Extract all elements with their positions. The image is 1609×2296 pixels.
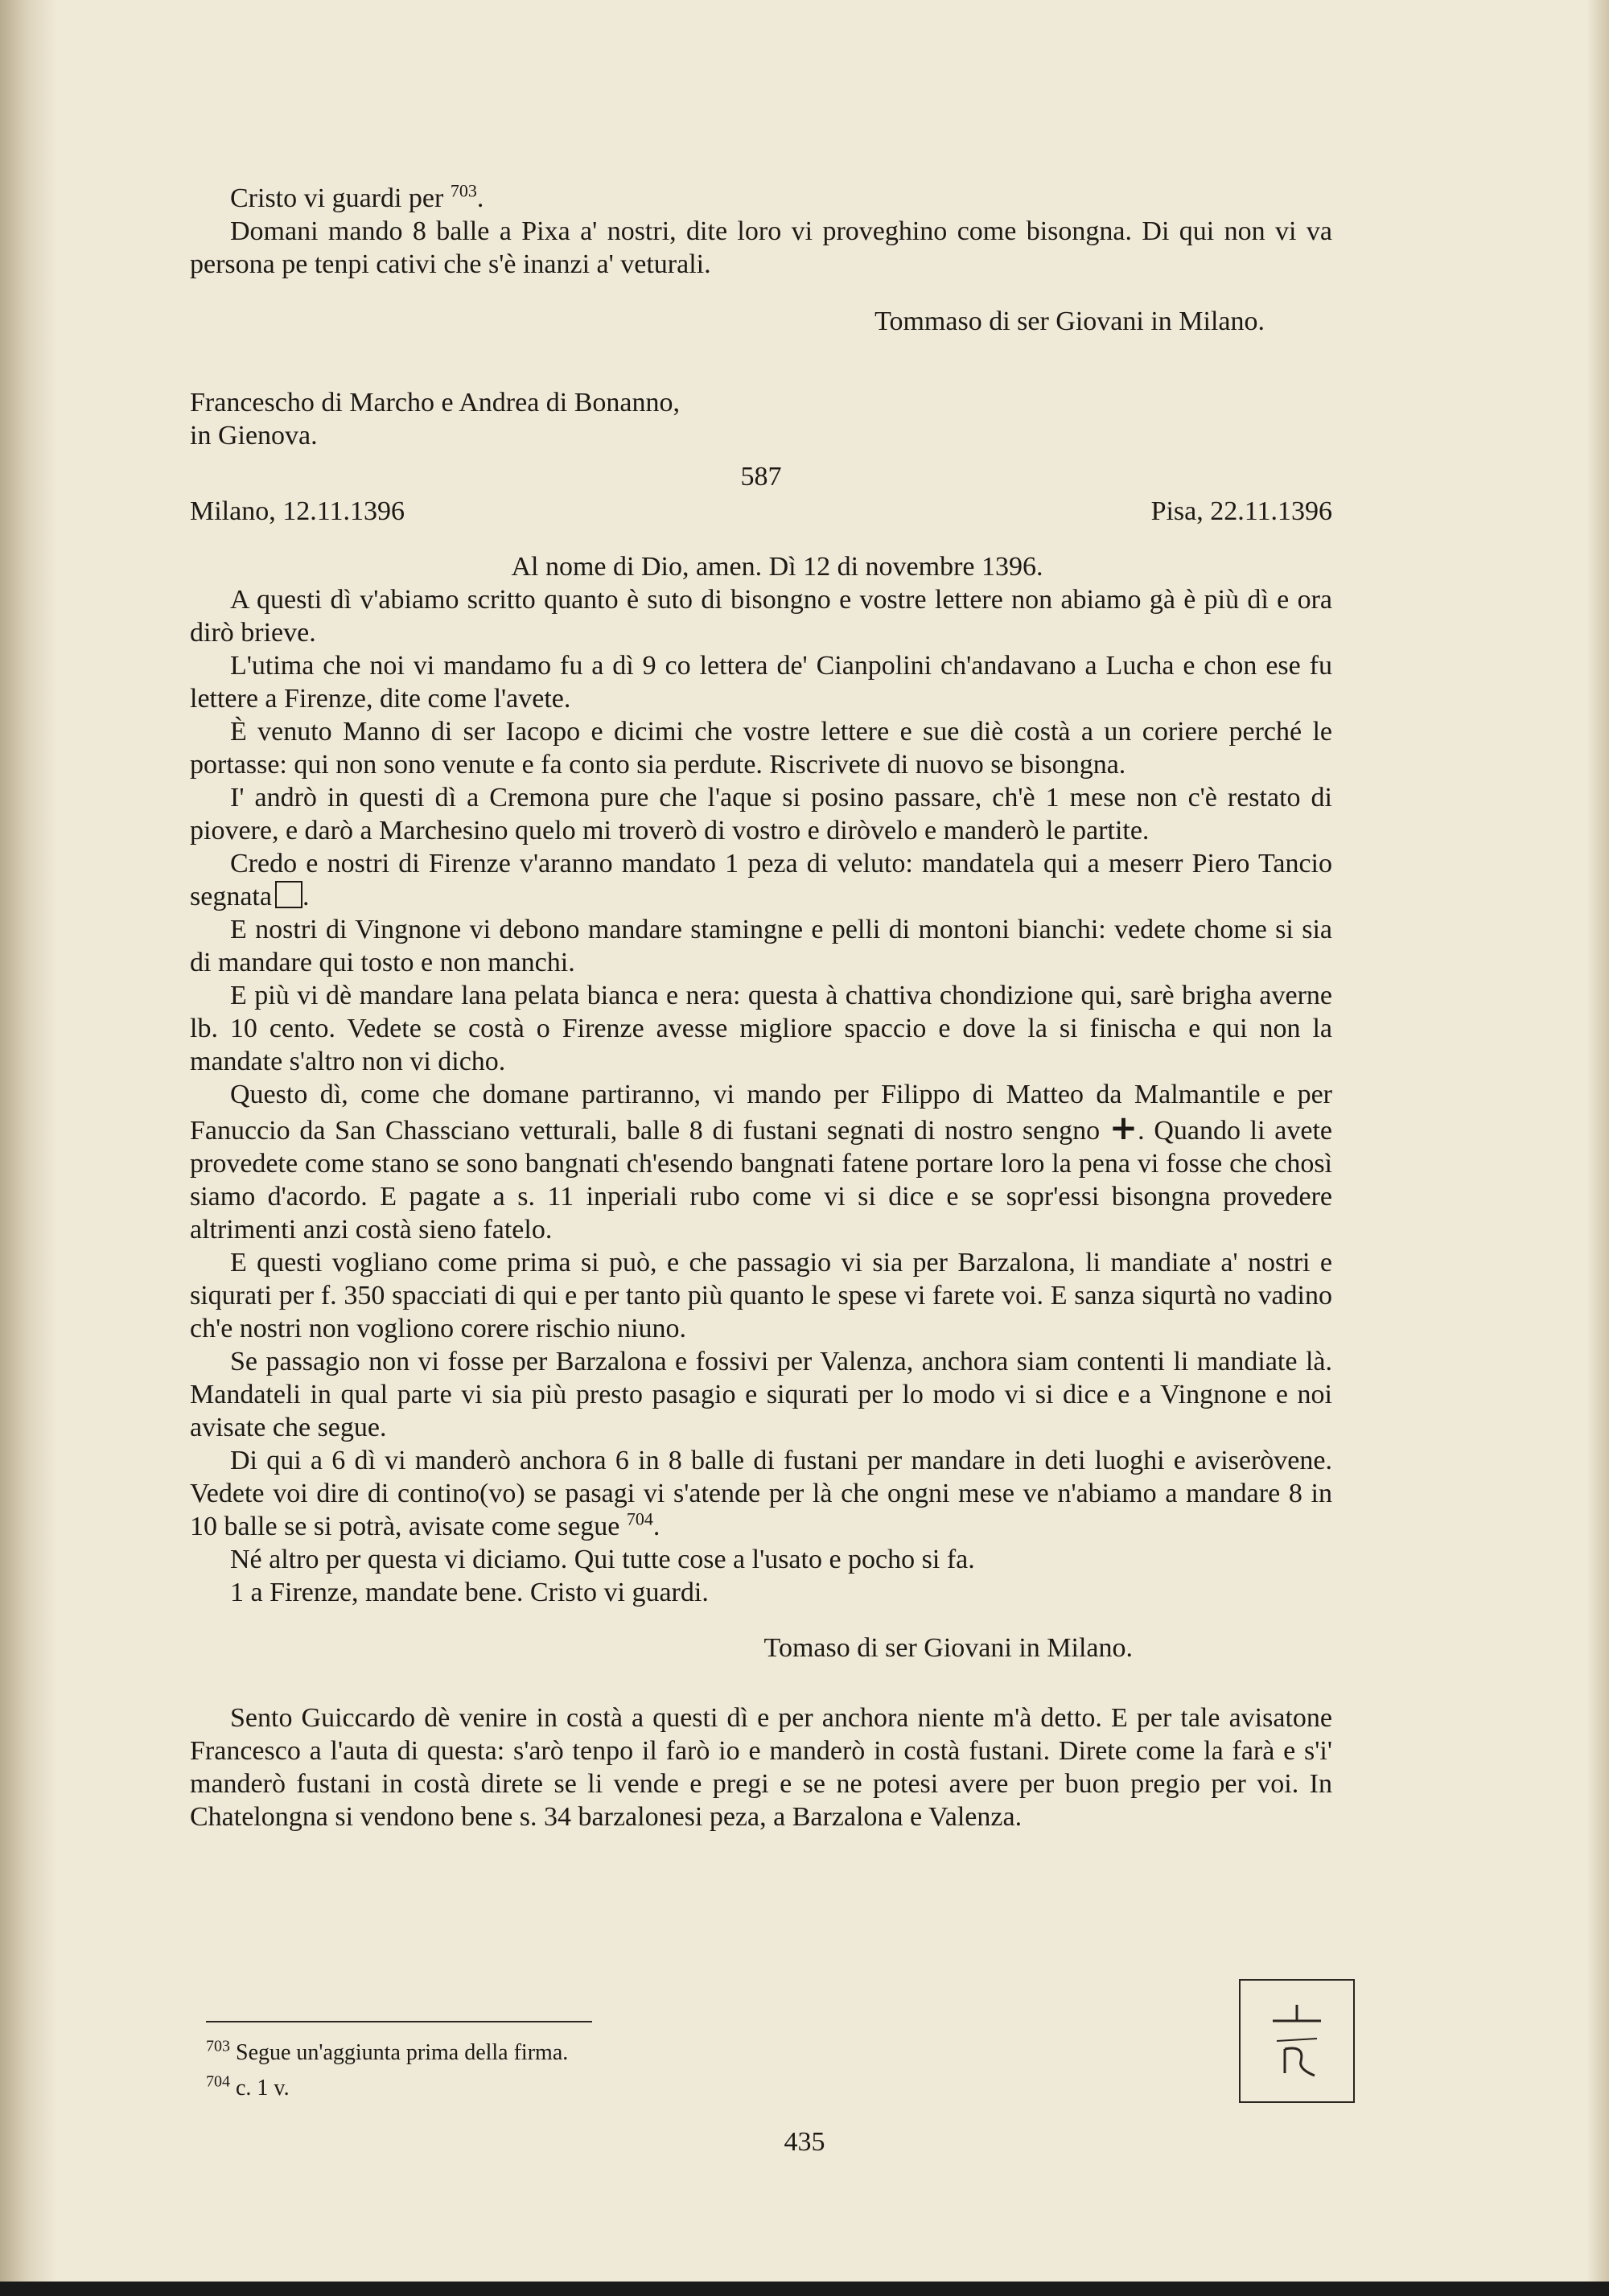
letter-paragraph: Né altro per questa vi diciamo. Qui tutte cose a l'usato e pocho si fa. [230, 1545, 975, 1574]
library-stamp-icon [1239, 1979, 1355, 2103]
date-sent: Milano, 12.11.1396 [190, 496, 405, 526]
merchant-mark-box-icon [275, 881, 302, 908]
letter-signature: Tomaso di ser Giovani in Milano. [763, 1633, 1133, 1663]
footnote: $^{703}$ Segue un'aggiunta prima della firma. [206, 2037, 569, 2065]
letter-opening: Al nome di Dio, amen. Dì 12 di novembre 1396. [511, 552, 1043, 582]
letter-paragraph: E nostri di Vingnone vi debono mandare stamingne e pelli di montoni bianchi: vedete chome si sia di mandare qui tosto e non manchi. [190, 915, 1332, 977]
letter-dates [190, 495, 1332, 528]
footnote-ref-703: 703 [450, 180, 477, 201]
letter-paragraph: Di qui a 6 dì vi manderò anchora 6 in 8 balle di fustani per mandare in deti luoghi e aviseròvene. Vedete voi dire di contino(vo) se pasagi vi s'atende per là che ongni mese ve n'abiamo a mandare 8 in 10 balle se si potrà, avisate come segue $^{704}$. [190, 1446, 1332, 1541]
address-line-2: in Gienova. [190, 421, 318, 451]
postscript: Sento Guiccardo dè venire in costà a questi dì e per anchora niente m'à detto. E per tale avisatone Francesco a l'auta di questa: s'arò tenpo il farò io e manderò in costà fustani. Direte come la farà e s'i' manderò fustani in costà direte se li vende e pregi e se ne potesi avere per buon pregio per voi. In Chatelongna si vendono bene s. 34 barzalonesi peza, a Barzalona e Valenza. [190, 1703, 1332, 1832]
letter-number: 587 [740, 462, 782, 492]
page-edge [1586, 0, 1609, 2296]
footnote-ref-704: 704 [626, 1508, 653, 1529]
letter-paragraph: A questi dì v'abiamo scritto quanto è suto di bisongno e vostre lettere non abiamo gà è più dì e ora dirò brieve. [190, 585, 1332, 648]
merchant-cross-mark-icon: + [1109, 1108, 1138, 1147]
page-body [190, 182, 1332, 1833]
letter-paragraph: E questi vogliano come prima si può, e che passagio vi sia per Barzalona, li mandiate a' nostri e siqurati per f. 350 spacciati di qui e per tanto più quanto le spese vi farete voi. E sanza siqurtà no vadino ch'e nostri non vogliono corere rischio niuno. [190, 1248, 1332, 1343]
page-gutter-shadow [0, 0, 56, 2296]
letter-paragraph: E più vi dè mandare lana pelata bianca e nera: questa à chattiva chondizione qui, sarè brigha averne lb. 10 cento. Vedete se costà o Firenze avesse migliore spaccio e dove la si finischa e qui non la mandate s'altro non vi dicho. [190, 981, 1332, 1076]
prev-letter-paragraph: Domani mando 8 balle a Pixa a' nostri, dite loro vi proveghino come bisongna. Di qui non vi va persona pe tenpi cativi che s'è inanzi a' veturali. [190, 216, 1332, 279]
letter-paragraph: 1 a Firenze, mandate bene. Cristo vi guardi. [230, 1578, 709, 1607]
letter-paragraph: È venuto Manno di ser Iacopo e dicimi che vostre lettere e sue diè costà a un coriere perché le portasse: qui non sono venute e fa conto sia perdute. Riscrivete di nuovo se bisongna. [190, 717, 1332, 780]
letter-paragraph: L'utima che noi vi mandamo fu a dì 9 co lettera de' Cianpolini ch'andavano a Lucha e chon ese fu lettere a Firenze, dite come l'avete. [190, 651, 1332, 714]
address-block [190, 386, 1332, 452]
closing-line: Cristo vi guardi per $^{703}$. [230, 180, 484, 213]
scan-border [0, 2282, 1609, 2296]
footnote: $^{704}$ c. 1 v. [206, 2072, 290, 2101]
address-line-1: Francescho di Marcho e Andrea di Bonanno, [190, 388, 680, 418]
letter-paragraph: Credo e nostri di Firenze v'aranno mandato 1 peza di veluto: mandatela qui a meserr Piero Tancio segnata . [190, 849, 1332, 911]
date-received: Pisa, 22.11.1396 [1150, 496, 1332, 526]
page-number: 435 [784, 2127, 825, 2157]
letter-paragraph: I' andrò in questi dì a Cremona pure che l'aque si posino passare, ch'è 1 mese non c'è restato di piovere, e darò a Marchesino quelo mi troverò di vostro e diròvelo e manderò le partite. [190, 783, 1332, 846]
footnotes [206, 2035, 850, 2106]
letter-paragraph: Questo dì, come che domane partiranno, vi mando per Filippo di Matteo da Malmantile e per Fanuccio da San Chassciano vetturali, balle 8 di fustani segnati di nostro sengno +. Quando li avete provedete come stano se sono bangnati ch'esendo bangnati fatene portare loro la pena vi fosse che chosì siamo d'acordo. E pagate a s. 11 inperiali rubo come vi si dice e se sopr'essi bisongna provedere altrimenti anzi costà sieno fatelo. [190, 1080, 1333, 1245]
prev-letter-signature: Tommaso di ser Giovani in Milano. [874, 307, 1265, 336]
footnote-divider [206, 2021, 592, 2022]
letter-paragraph: Se passagio non vi fosse per Barzalona e fossivi per Valenza, anchora siam contenti li mandiate là. Mandateli in qual parte vi sia più presto pasagio e siqurati per lo modo vi si dice e a Vingnone e noi avisate che segue. [190, 1347, 1332, 1442]
